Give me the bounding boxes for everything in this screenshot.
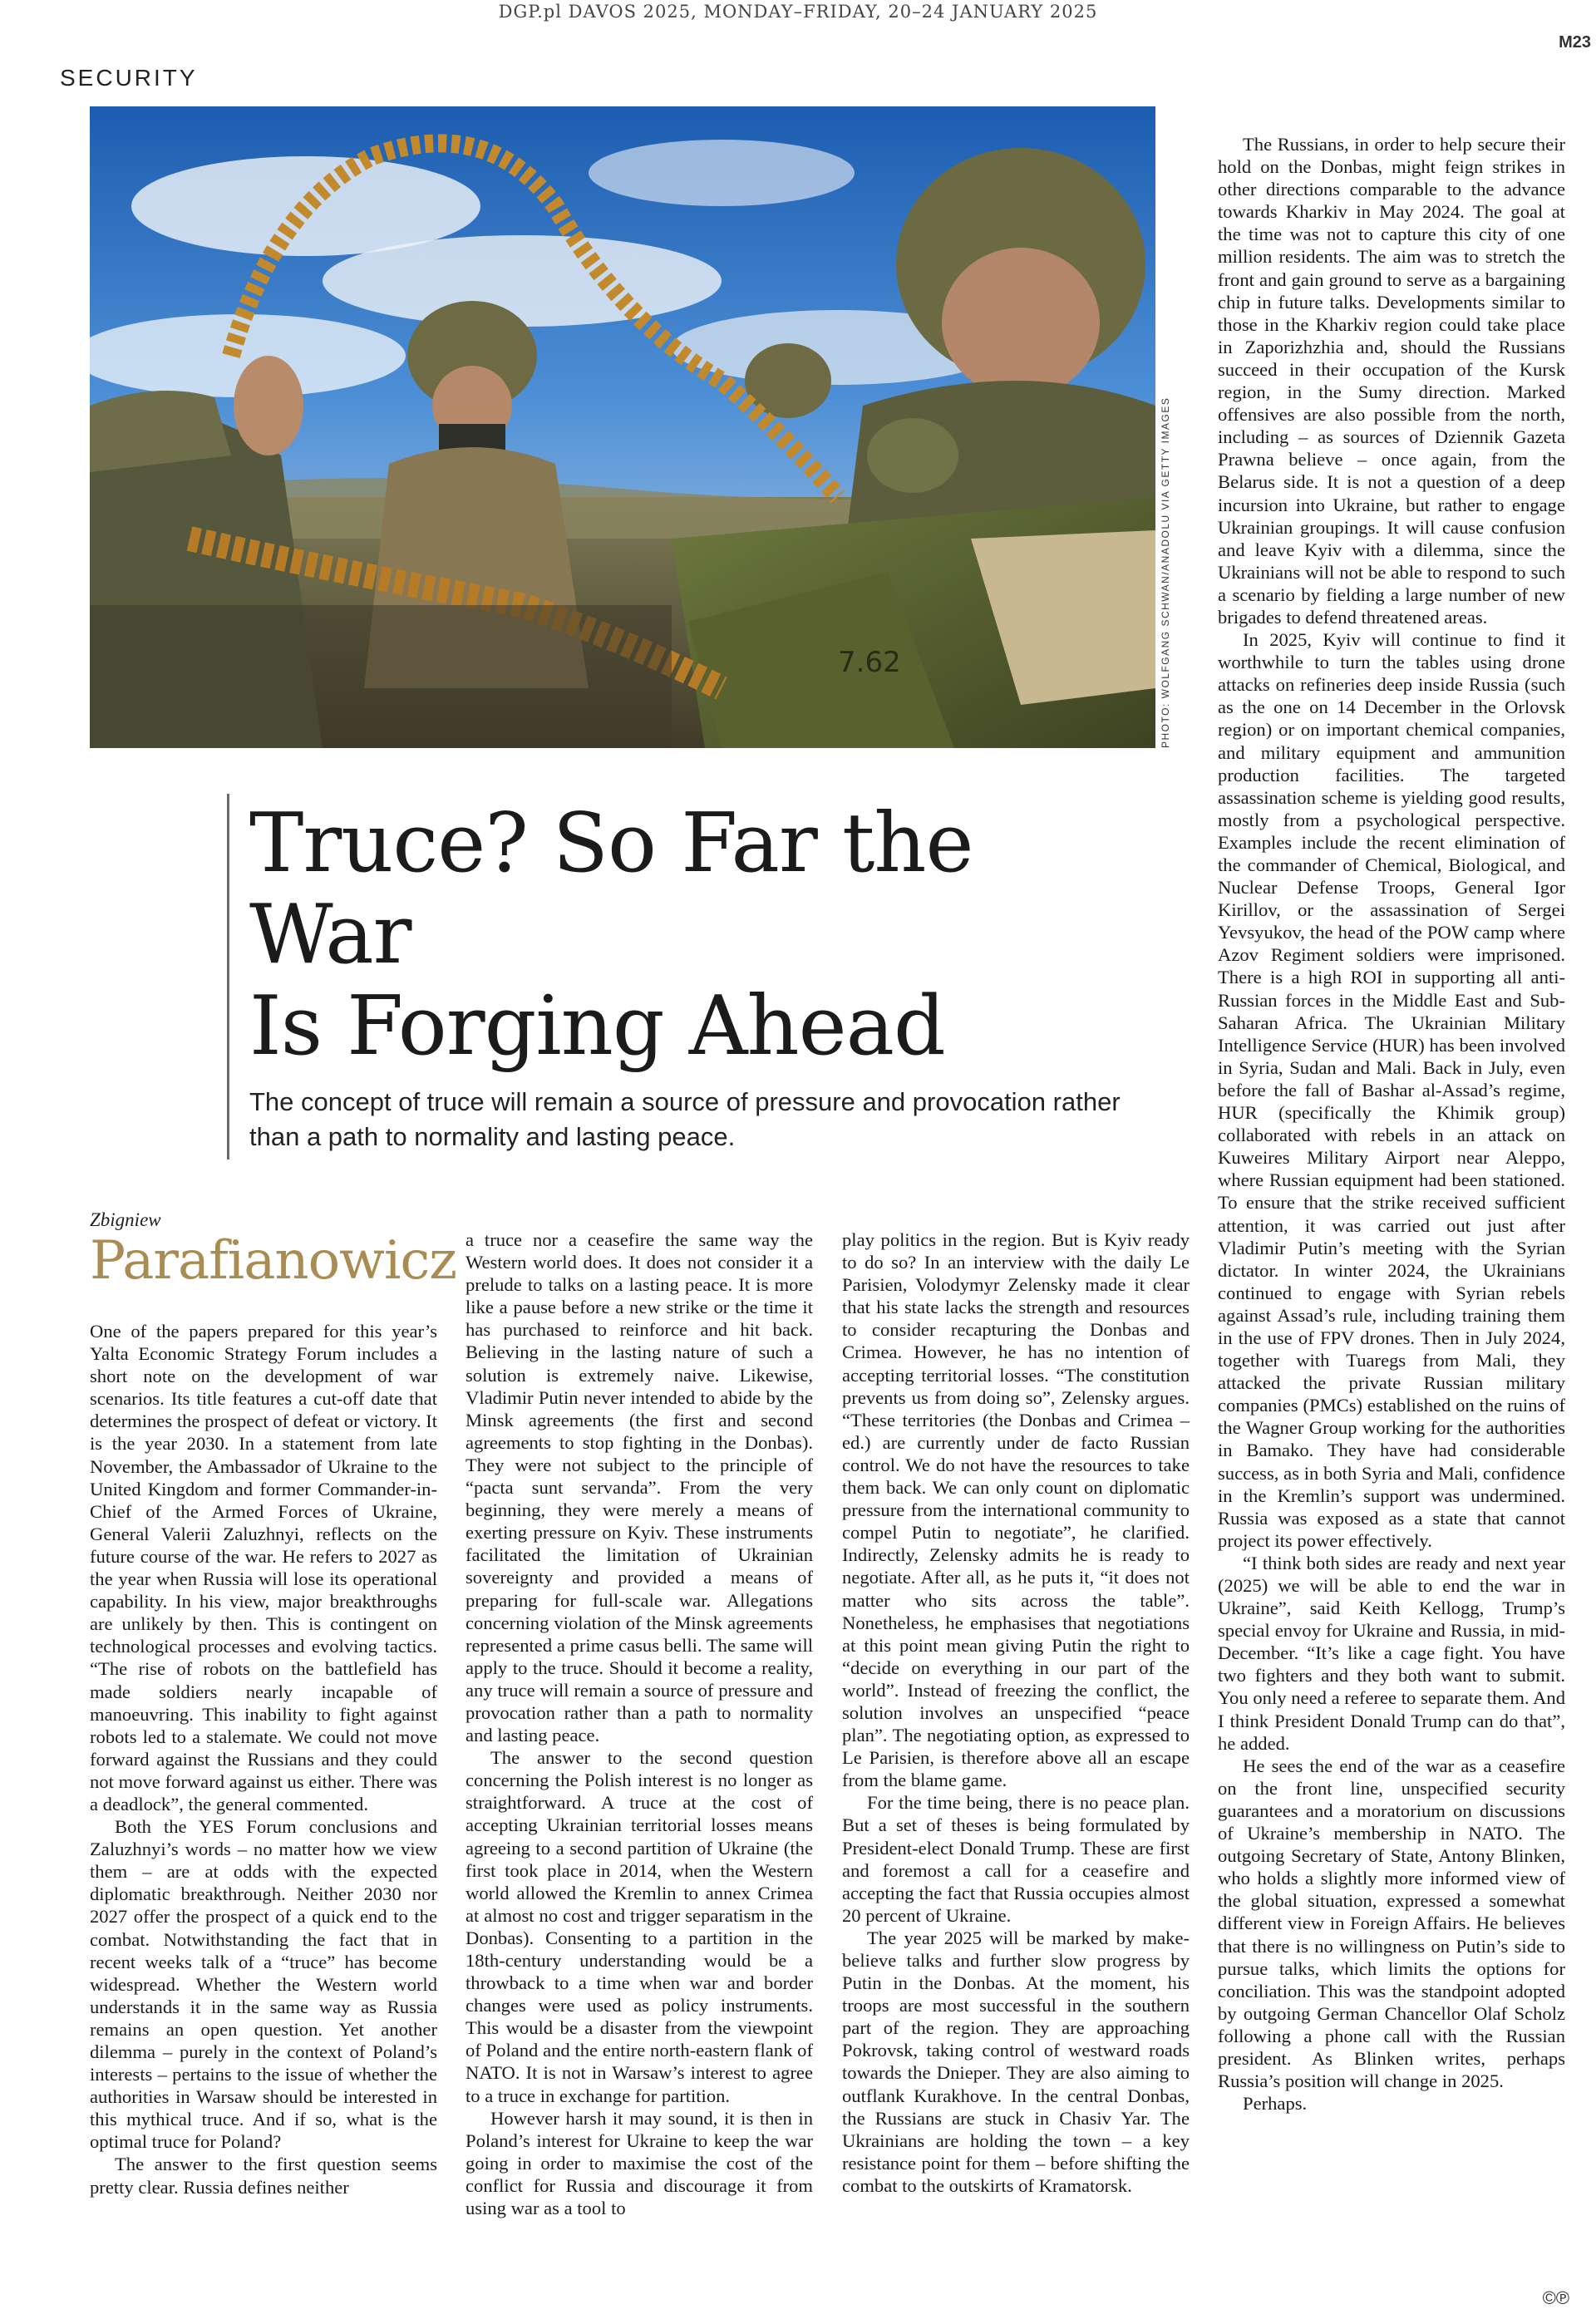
paragraph: In 2025, Kyiv will continue to find it worthwhile to turn the tables using drone attacks on refineries deep inside Russia (such as the one on 14 December in the Orlovsk region) or on important chemical companies, and military equipment and ammunition production facilities. The targeted assassination scheme is yielding good results, mostly from a psychological perspective. Examples include the recent elimination of the commander of Chemical, Biological, and Nuclear Defense Troops, General Igor Kirillov, or the assassination of Sergei Yevsyukov, the head of the POW camp where Azov Regiment soldiers were imprisoned. There is a high ROI in supporting all anti-Russian forces in the Middle East and Sub-Saharan Africa. The Ukrainian Military Intelligence Service (HUR) has been involved in Syria, Sudan and Mali. Back in July, even before the fall of Bashar al-Assad’s regime, HUR (specifically the Khimik group) collaborated with rebels in an attack on Kuweires Military Airport near Aleppo, where Russian equipment had been stationed. To ensure that the strike received sufficient attention, it was carried out just after Vladimir Putin’s meeting with the Syrian dictator. In winter 2024, the Ukrainians continued to engage with Syrian rebels against Assad’s rule, including training them in the use of FPV drones. Then in July 2024, together with Tuaregs from Mali, they attacked the private Russian military companies (PMCs) established on the ruins of the Wagner Group working for the authorities in Bamako. They have had considerable success, as in both Syria and Mali, confidence in the Kremlin’s support was undermined. Russia was exposed as a state that cannot project its power effectively. — [1218, 629, 1565, 1551]
paragraph: Perhaps. — [1243, 2093, 1308, 2115]
headline-rule — [227, 794, 229, 1160]
photo-credit-text: PHOTO: WOLFGANG SCHWAN/ANADOLU VIA GETTY IMAGES — [1160, 396, 1171, 748]
section-label: SECURITY — [60, 65, 198, 91]
text-column-3 — [842, 1228, 1190, 2309]
page-number: M23 — [1559, 33, 1591, 52]
paragraph: play politics in the region. But is Kyiv ready to do so? In an interview with the daily Le Parisien, Volodymyr Zelensky made it clear that his state lacks the strength and resources to consider recapturing the Donbas and Crimea. However, he has no intention of accepting territorial losses. “The constitution prevents us from doing so”, Zelensky argues. “These territories (the Donbas and Crimea – ed.) are currently under de facto Russian control. We do not have the resources to take them back. We can only count on diplomatic pressure from the international community to compel Putin to negotiate”, he clarified. Indirectly, Zelensky admits he is ready to negotiate. After all, as he puts it, “it does not matter who sits across the table”. Nonetheless, he emphasises that negotiations at this point mean giving Putin the right to “decide on everything in our part of the world”. Instead of freezing the conflict, the solution involves an unspecified “peace plan”. The negotiating option, as expressed to Le Parisien, is therefore above all an escape from the blame game. — [842, 1229, 1190, 1791]
headline-line-1: Truce? So Far the War — [249, 796, 973, 982]
author-first-name: Zbigniew — [90, 1209, 161, 1230]
paragraph: However harsh it may sound, it is then in Poland’s interest for Ukraine to keep the war going in order to maximise the cost of the conflict for Russia and discourage it from using war as a tool to — [466, 2107, 813, 2219]
text-column-1 — [90, 1320, 437, 2309]
paragraph: The year 2025 will be marked by make-believe talks and further slow progress by Putin in the Donbas. At the moment, his troops are most successful in the southern part of the region. They are approaching Pokrovsk, taking control of westward roads towards the Dnieper. They are also aiming to outflank Kurakhove. In the central Donbas, the Russians are stuck in Chasiv Yar. The Ukrainians are holding the town – a key resistance point for them – before shifting the combat to the outskirts of Kramatorsk. — [842, 1927, 1190, 2196]
deck: The concept of truce will remain a source of pressure and provocation rather than a path to normality and lasting peace. — [249, 1087, 1121, 1151]
photo-credit — [1160, 391, 1178, 748]
paragraph: One of the papers prepared for this year’s Yalta Economic Strategy Forum includes a short note on the development of war scenarios. Its title features a cut-off date that determines the prospect of defeat or victory. It is the year 2030. In a statement from late November, the Ambassador of Ukraine to the United Kingdom and former Commander-in-Chief of the Armed Forces of Ukraine, General Valerii Zaluzhnyi, reflects on the future course of the war. He refers to 2027 as the year when Russia will lose its operational capability. In his view, major breakthroughs are unlikely by then. This is contingent on technological processes and evolving tactics. “The rise of robots on the battlefield has made soldiers nearly incapable of manoeuvring. This inability to fight against robots led to a stalemate. We could not move forward against the Russians and they could not move forward against us either. There was a deadlock”, the general commented. — [90, 1321, 437, 1814]
paragraph: For the time being, there is no peace plan. But a set of theses is being formulated by President-elect Donald Trump. These are first and foremost a call for a ceasefire and accepting the fact that Russia occupies almost 20 percent of Ukraine. — [842, 1792, 1190, 1926]
paragraph: a truce nor a ceasefire the same way the Western world does. It does not consider it a prelude to talks on a lasting peace. It is more like a pause before a new strike or the time it has purchased to reinforce and hit back. Believing in the lasting nature of such a solution is extremely naive. Likewise, Vladimir Putin never intended to abide by the Minsk agreements (the first and second agreements to stop fighting in the Donbas). They were not subject to the principle of “pacta sunt servanda”. From the very beginning, they were merely a means of exerting pressure on Kyiv. These instruments facilitated the limitation of Ukrainian sovereignty and provided a means of preparing for full-scale war. Allegations concerning violation of the Minsk agreements represented a prime casus belli. The same will apply to the truce. Should it become a reality, any truce will remain a source of pressure and provocation rather than a path to normality and lasting peace. — [466, 1229, 813, 1746]
text-column-4 — [1218, 133, 1565, 2319]
paragraph: The answer to the second question concerning the Polish interest is no longer as straightforward. A truce at the cost of accepting Ukrainian territorial losses means agreeing to a second partition of Ukraine (the first took place in 2014, when the Western world allowed the Kremlin to annex Crimea at almost no cost and trigger separatism in the Donbas). Consenting to a partition in the 18th-century understanding would be a throwback to a time when war and border changes were used as policy instruments. This would be a disaster from the viewpoint of Poland and the entire north-eastern flank of NATO. It is not in Warsaw’s interest to agree to a truce in exchange for partition. — [466, 1747, 813, 2106]
headline-line-2: Is Forging Ahead — [249, 979, 945, 1074]
paragraph: Both the YES Forum conclusions and Zaluzhnyi’s words – no matter how we view them – are at odds with the expected diplomatic breakthrough. Neither 2030 nor 2027 offer the prospect of a quick end to the combat. Notwithstanding the fact that in recent weeks talk of a “truce” has become widespread. Whether the Western world understands it in the same way as Russia remains an open question. Yet another dilemma – purely in the context of Poland’s interests – pertains to the issue of whether the authorities in Warsaw should be interested in this mythical truce. And if so, what is the optimal truce for Poland? — [90, 1816, 437, 2153]
paragraph: He sees the end of the war as a ceasefire on the front line, unspecified security guarantees and a moratorium on discussions of Ukraine’s membership in NATO. The outgoing Secretary of State, Antony Blinken, who holds a slightly more informed view of the global situation, expressed a somewhat different view in Foreign Affairs. He believes that there is no willingness on Putin’s side to pursue talks, which limits the options for conciliation. This was the standpoint adopted by outgoing German Chancellor Olaf Scholz following a phone call with the Russian president. As Blinken writes, perhaps Russia’s position will change in 2025. — [1218, 1755, 1565, 2092]
author-last-name: Parafianowicz — [90, 1230, 456, 1292]
paragraph: The answer to the first question seems pretty clear. Russia defines neither — [90, 2154, 437, 2198]
paragraph: “I think both sides are ready and next year (2025) we will be able to end the war in Ukraine”, said Keith Kellogg, Trump’s special envoy for Ukraine and Russia, in mid-December. “It’s like a cage fight. You have two fighters and they both want to submit. You only need a referee to separate them. And I think President Donald Trump can do that”, he added. — [1218, 1552, 1565, 1754]
text-column-2 — [466, 1228, 813, 2309]
headline — [249, 798, 1130, 1072]
box-marking: 7.62 — [838, 646, 901, 679]
running-head: DGP.pl DAVOS 2025, MONDAY–FRIDAY, 20–24 JANUARY 2025 — [498, 2, 1098, 22]
article-photo — [90, 106, 1155, 748]
copyright-mark: ©℗ — [1542, 2287, 1569, 2308]
paragraph: The Russians, in order to help secure their hold on the Donbas, might feign strikes in other directions comparable to the advance towards Kharkiv in May 2024. The goal at the time was not to capture this city of one million residents. The aim was to stretch the front and gain ground to serve as a bargaining chip in future talks. Developments similar to those in the Kharkiv region could take place in Zaporizhzhia and, should the Russians succeed in their occupation of the Kursk region, in the Sumy direction. Marked offensives are also possible from the north, including – as sources of Dziennik Gazeta Prawna believe – once again, from the Belarus side. It is not a question of a deep incursion into Ukraine, but rather to engage Ukrainian groupings. It will cause confusion and leave Kyiv with a dilemma, since the Ukrainians will not be able to respond to such a scenario by fielding a large number of new brigades to defend threatened areas. — [1218, 134, 1565, 628]
soldiers-photo-icon — [90, 106, 1155, 748]
